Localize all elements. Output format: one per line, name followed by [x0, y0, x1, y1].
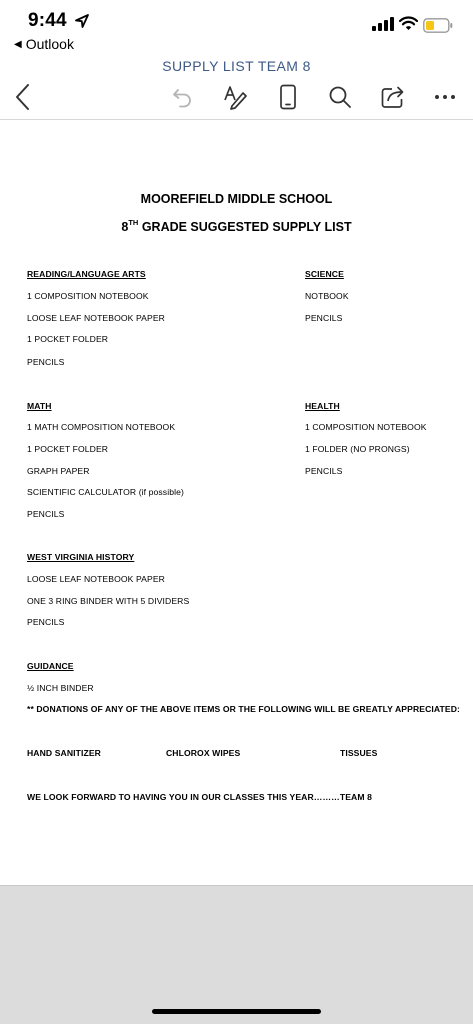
- list-item: ONE 3 RING BINDER WITH 5 DIVIDERS: [27, 596, 190, 606]
- list-item: GRAPH PAPER: [27, 466, 90, 476]
- more-icon[interactable]: [430, 82, 460, 112]
- status-bar: [0, 0, 473, 56]
- share-icon[interactable]: [378, 82, 408, 112]
- closing-note: WE LOOK FORWARD TO HAVING YOU IN OUR CLASSES THIS YEAR………TEAM 8: [27, 792, 372, 802]
- battery-low-icon: [423, 18, 453, 33]
- document-title: SUPPLY LIST TEAM 8: [162, 58, 311, 74]
- donations-note: ** DONATIONS OF ANY OF THE ABOVE ITEMS OR THE FOLLOWING WILL BE GREATLY APPRECIATED:: [27, 704, 461, 714]
- list-item: 1 POCKET FOLDER: [27, 444, 109, 454]
- list-title: [0, 220, 473, 234]
- back-app-label: Outlook: [25, 36, 74, 52]
- list-item: PENCILS: [305, 466, 343, 476]
- section-header-health: HEALTH: [305, 401, 340, 411]
- list-item: PENCILS: [27, 357, 65, 367]
- back-triangle-icon: ◀: [14, 38, 22, 50]
- home-indicator[interactable]: [152, 1009, 321, 1014]
- device-view-icon[interactable]: [273, 82, 303, 112]
- list-item: LOOSE LEAF NOTEBOOK PAPER: [27, 313, 165, 323]
- list-item: 1 COMPOSITION NOTEBOOK: [305, 422, 427, 432]
- section-header-wv-history: WEST VIRGINIA HISTORY: [27, 552, 135, 562]
- list-title-rest: GRADE SUGGESTED SUPPLY LIST: [138, 220, 352, 234]
- status-time: 9:44: [28, 10, 67, 31]
- list-item: SCIENTIFIC CALCULATOR (if possible): [27, 487, 184, 497]
- wifi-icon: [399, 16, 418, 31]
- section-header-reading: READING/LANGUAGE ARTS: [27, 269, 146, 279]
- list-item: ½ INCH BINDER: [27, 683, 94, 693]
- list-item: 1 COMPOSITION NOTEBOOK: [27, 291, 149, 301]
- section-header-math: MATH: [27, 401, 52, 411]
- donation-item: HAND SANITIZER: [27, 748, 101, 758]
- list-item: 1 MATH COMPOSITION NOTEBOOK: [27, 422, 176, 432]
- section-header-guidance: GUIDANCE: [27, 661, 74, 671]
- search-icon[interactable]: [325, 82, 355, 112]
- back-chevron-icon[interactable]: [8, 82, 38, 112]
- list-item: NOTBOOK: [305, 291, 349, 301]
- back-to-app-button[interactable]: [14, 36, 74, 52]
- section-header-science: SCIENCE: [305, 269, 344, 279]
- markup-pen-icon[interactable]: [220, 82, 250, 112]
- toolbar: [0, 78, 473, 118]
- empty-page-area: [0, 885, 473, 1024]
- grade-number: 8: [121, 220, 129, 234]
- list-item: PENCILS: [305, 313, 343, 323]
- cellular-signal-icon: [372, 17, 394, 31]
- list-item: 1 POCKET FOLDER: [27, 334, 109, 344]
- undo-icon[interactable]: [168, 82, 198, 112]
- school-name: MOOREFIELD MIDDLE SCHOOL: [140, 192, 333, 206]
- list-item: PENCILS: [27, 509, 65, 519]
- list-item: PENCILS: [27, 617, 65, 627]
- donation-item: CHLOROX WIPES: [166, 748, 241, 758]
- document-page: [0, 120, 473, 885]
- list-item: 1 FOLDER (NO PRONGS): [305, 444, 410, 454]
- location-arrow-icon: [74, 13, 90, 29]
- list-item: LOOSE LEAF NOTEBOOK PAPER: [27, 574, 165, 584]
- donation-item: TISSUES: [340, 748, 378, 758]
- grade-superscript: TH: [128, 218, 139, 227]
